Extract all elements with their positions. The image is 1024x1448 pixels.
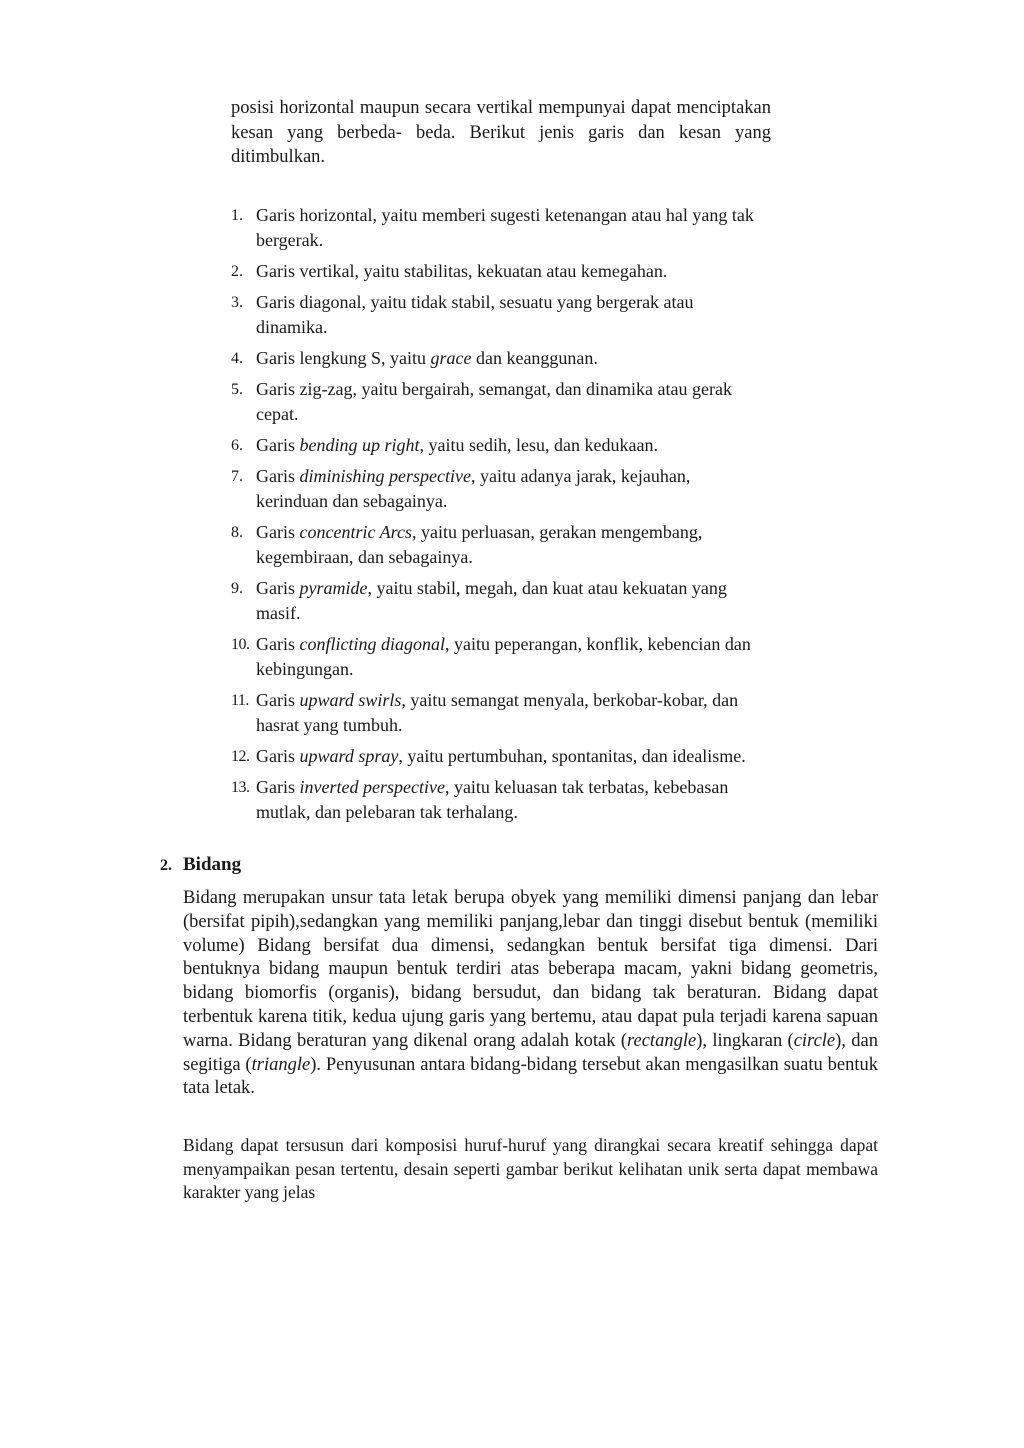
intro-paragraph: posisi horizontal maupun secara vertikal mempunyai dapat menciptakan kesan yang berbeda- beda. Berikut jenis garis dan kesan yang ditimbulkan.	[231, 98, 771, 167]
list-item	[231, 464, 761, 514]
list-item	[231, 346, 761, 371]
list-item	[231, 632, 761, 682]
list-item	[231, 433, 761, 458]
list-item-number: 7.	[231, 468, 243, 485]
list-item-number: 10.	[231, 636, 250, 653]
term-rectangle: rectangle	[627, 1030, 697, 1051]
list-item-text: , yaitu adanya jarak, kejauhan, kerinduan dan sebagainya.	[256, 466, 691, 511]
list-item-text: Garis	[256, 466, 300, 486]
list-item-text: Garis	[256, 578, 300, 598]
list-item-text: Garis	[256, 690, 300, 710]
list-item	[231, 744, 761, 769]
list-item-number: 6.	[231, 437, 243, 454]
list-item-number: 5.	[231, 381, 243, 398]
list-item-term: upward swirls	[299, 690, 402, 710]
list-item	[231, 775, 761, 825]
list-item-text: Garis vertikal, yaitu stabilitas, kekuatan atau kemegahan.	[256, 261, 668, 281]
list-item-text: Garis	[256, 522, 300, 542]
list-item	[231, 377, 761, 427]
list-item-number: 3.	[231, 294, 243, 311]
bidang-paragraph	[183, 887, 878, 1101]
list-item-text: , yaitu sedih, lesu, dan kedukaan.	[419, 435, 658, 455]
list-item-text: Garis	[256, 634, 300, 654]
garis-list	[231, 203, 761, 831]
list-item-text: Garis lengkung S, yaitu	[256, 348, 431, 368]
list-item-text: , yaitu peperangan, konflik, kebencian dan kebingungan.	[256, 634, 751, 679]
list-item-text: Garis	[256, 777, 300, 797]
list-item-text: Garis diagonal, yaitu tidak stabil, sesuatu yang bergerak atau dinamika.	[256, 292, 694, 337]
list-item-number: 1.	[231, 207, 243, 224]
list-item-text: Garis	[256, 746, 300, 766]
paragraph-text: ), dan segitiga (	[183, 1030, 878, 1075]
list-item-text: Garis zig-zag, yaitu bergairah, semangat, dan dinamika atau gerak cepat.	[256, 379, 732, 424]
list-item-number: 11.	[231, 692, 249, 709]
paragraph-text: ), lingkaran (	[696, 1030, 794, 1051]
term-triangle: triangle	[251, 1054, 311, 1075]
list-item-number: 9.	[231, 580, 243, 597]
list-item-text: , yaitu pertumbuhan, spontanitas, dan idealisme.	[398, 746, 746, 766]
list-item-term: upward spray	[299, 746, 399, 766]
list-item	[231, 259, 761, 284]
list-item	[231, 203, 761, 253]
list-item	[231, 688, 761, 738]
list-item-text: dan keanggunan.	[471, 348, 598, 368]
list-item-text: , yaitu perluasan, gerakan mengembang, kegembiraan, dan sebagainya.	[256, 522, 703, 567]
list-item-text: Garis	[256, 435, 300, 455]
list-item-text: , yaitu stabil, megah, dan kuat atau kekuatan yang masif.	[256, 578, 727, 623]
list-item-term: diminishing perspective	[299, 466, 471, 486]
term-circle: circle	[793, 1030, 836, 1051]
list-item-number: 2.	[231, 263, 243, 280]
list-item-number: 8.	[231, 524, 243, 541]
list-item-number: 13.	[231, 779, 250, 796]
list-item	[231, 576, 761, 626]
list-item-text: , yaitu keluasan tak terbatas, kebebasan mutlak, dan pelebaran tak terhalang.	[256, 777, 729, 822]
list-item-term: inverted perspective	[299, 777, 445, 797]
section-title: Bidang	[183, 854, 242, 875]
list-item-text: Garis horizontal, yaitu memberi sugesti ketenangan atau hal yang tak bergerak.	[256, 205, 754, 250]
list-item-term: bending up right	[299, 435, 420, 455]
list-item	[231, 520, 761, 570]
komposisi-paragraph: Bidang dapat tersusun dari komposisi huruf-huruf yang dirangkai secara kreatif sehingga dapat menyampaikan pesan tertentu, desain seperti gambar berikut kelihatan unik serta dapat membawa karakter yang jelas	[183, 1135, 878, 1202]
list-item-term: grace	[430, 348, 472, 368]
list-item	[231, 290, 761, 340]
list-item-term: conflicting diagonal	[299, 634, 445, 654]
list-item-term: concentric Arcs	[299, 522, 412, 542]
section-heading	[160, 852, 241, 878]
paragraph-text: ). Penyusunan antara bidang-bidang tersebut akan mengasilkan suatu bentuk tata letak.	[183, 1054, 879, 1099]
section-number: 2.	[160, 857, 172, 874]
list-item-text: , yaitu semangat menyala, berkobar-kobar, dan hasrat yang tumbuh.	[256, 690, 739, 735]
list-item-number: 12.	[231, 748, 250, 765]
paragraph-text: Bidang merupakan unsur tata letak berupa obyek yang memiliki dimensi panjang dan lebar (bersifat pipih),sedangkan yang memiliki panjang,lebar dan tinggi disebut bentuk (memiliki volume) Bidang bersifat dua dimensi, sedangkan bentuk bersifat tiga dimensi. Dari bentuknya bidang maupun bentuk terdiri atas beberapa macam, yakni bidang geometris, bidang biomorfis (organis), bidang bersudut, dan bidang tak beraturan. Bidang dapat terbentuk karena titik, kedua ujung garis yang bertemu, atau dapat pula terjadi karena sapuan warna. Bidang beraturan yang dikenal orang adalah kotak (	[183, 888, 878, 1051]
list-item-number: 4.	[231, 350, 243, 367]
list-item-term: pyramide	[299, 578, 368, 598]
